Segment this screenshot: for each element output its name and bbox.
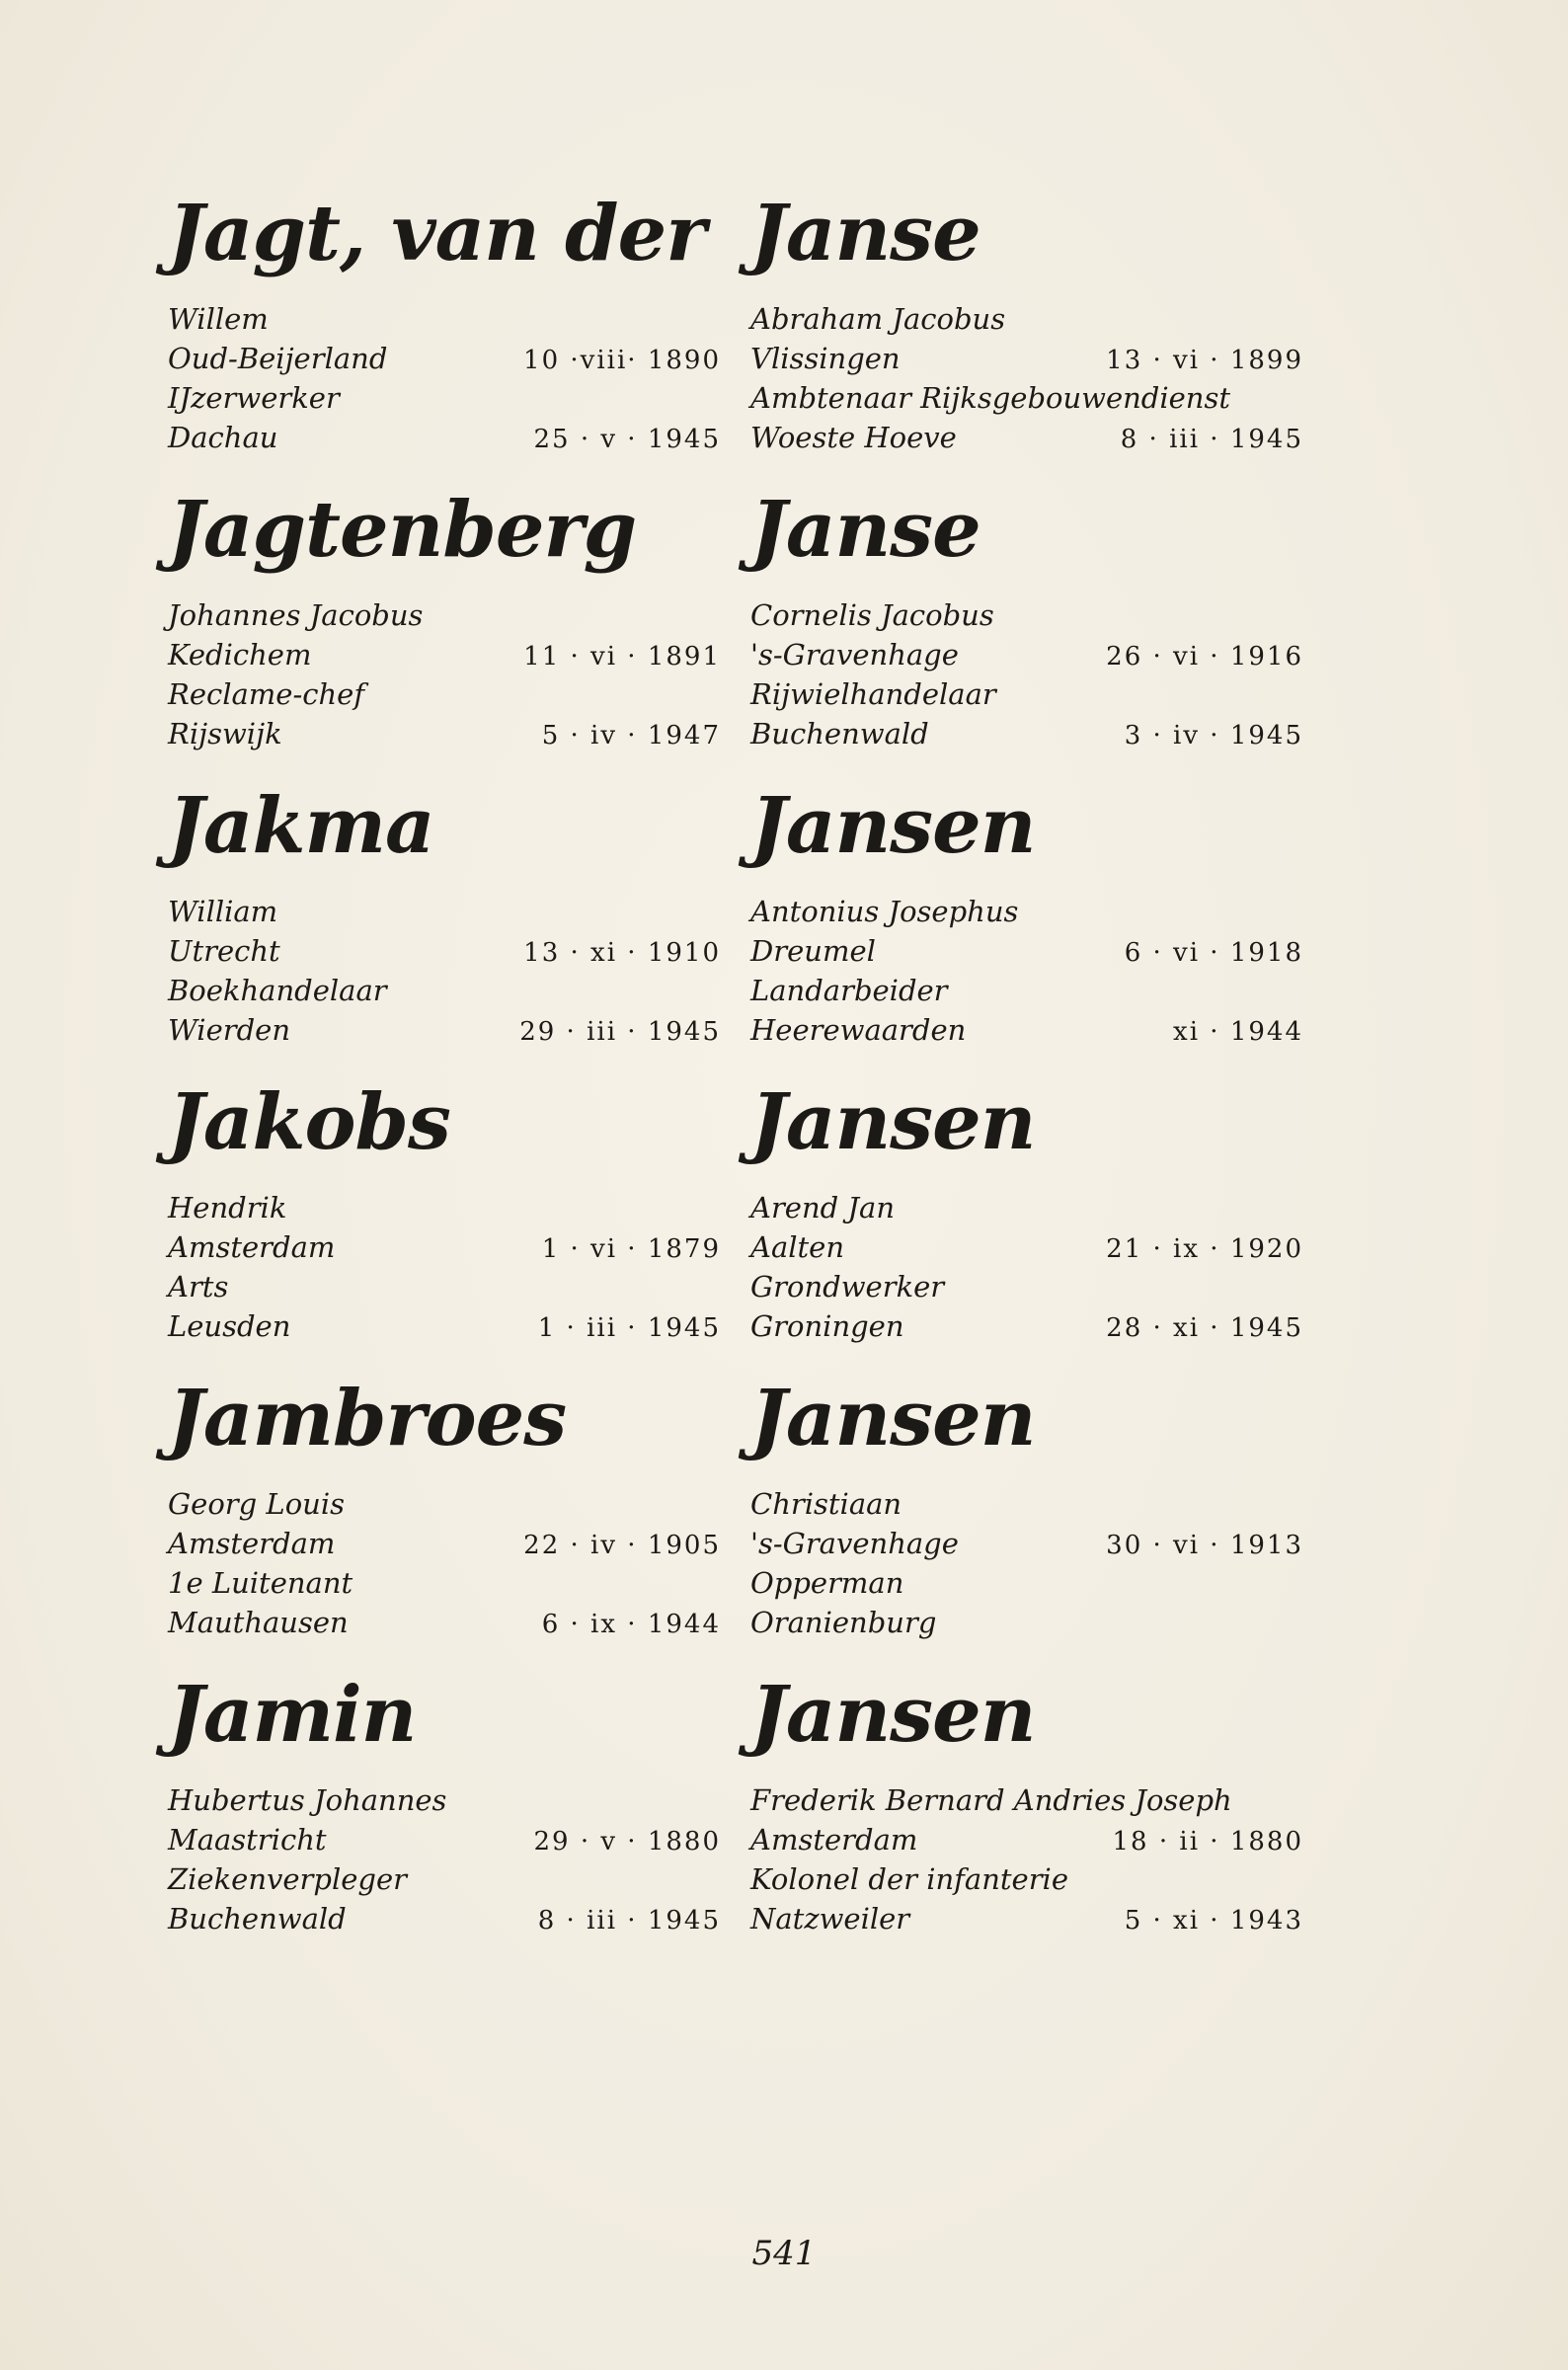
birthdate: 26 · vi · 1916 bbox=[1106, 642, 1303, 672]
birthdate: 10 ·viii· 1890 bbox=[523, 346, 721, 375]
occupation: 1e Luitenant bbox=[168, 1566, 353, 1600]
entry bbox=[750, 189, 1303, 492]
surname: Janse bbox=[750, 189, 980, 278]
entry bbox=[750, 1670, 1303, 1973]
occupation: IJzerwerker bbox=[168, 381, 340, 415]
given-names: Willem bbox=[168, 302, 269, 336]
deathdate: 25 · v · 1945 bbox=[533, 425, 721, 454]
occupation: Ambtenaar Rijksgebouwendienst bbox=[750, 381, 1231, 415]
occupation: Boekhandelaar bbox=[168, 974, 387, 1007]
entry bbox=[750, 1374, 1303, 1677]
given-names: Hendrik bbox=[168, 1191, 287, 1224]
right-column bbox=[750, 189, 1303, 1973]
deathdate: 29 · iii · 1945 bbox=[519, 1017, 721, 1047]
occupation: Reclame-chef bbox=[168, 677, 365, 711]
deathplace: Heerewaarden bbox=[750, 1013, 967, 1047]
surname: Jakma bbox=[168, 781, 434, 871]
birthplace: Kedichem bbox=[168, 638, 312, 672]
birthdate: 13 · xi · 1910 bbox=[523, 938, 721, 968]
given-names: William bbox=[168, 895, 278, 928]
deathplace: Woeste Hoeve bbox=[750, 421, 957, 454]
surname: Jagt, van der bbox=[168, 189, 706, 278]
birthdate: 18 · ii · 1880 bbox=[1112, 1827, 1303, 1856]
entry bbox=[168, 189, 721, 492]
birthplace: Oud-Beijerland bbox=[168, 342, 388, 375]
surname: Jansen bbox=[750, 781, 1036, 871]
surname: Jambroes bbox=[168, 1374, 567, 1463]
deathplace: Groningen bbox=[750, 1309, 904, 1343]
occupation: Kolonel der infanterie bbox=[750, 1862, 1068, 1896]
birthdate: 11 · vi · 1891 bbox=[523, 642, 721, 672]
deathplace: Wierden bbox=[168, 1013, 291, 1047]
occupation: Landarbeider bbox=[750, 974, 948, 1007]
given-names: Antonius Josephus bbox=[750, 895, 1019, 928]
birthdate: 29 · v · 1880 bbox=[533, 1827, 721, 1856]
birthplace: 's-Gravenhage bbox=[750, 1527, 959, 1560]
surname: Jansen bbox=[750, 1374, 1036, 1463]
surname: Jakobs bbox=[168, 1077, 450, 1167]
deathplace: Rijswijk bbox=[168, 717, 282, 750]
surname: Jansen bbox=[750, 1670, 1036, 1760]
given-names: Cornelis Jacobus bbox=[750, 598, 994, 632]
given-names: Abraham Jacobus bbox=[750, 302, 1006, 336]
surname: Janse bbox=[750, 485, 980, 575]
entry bbox=[168, 485, 721, 788]
deathplace: Mauthausen bbox=[168, 1606, 349, 1639]
surname: Jamin bbox=[168, 1670, 417, 1760]
birthplace: Amsterdam bbox=[750, 1823, 918, 1856]
entry bbox=[168, 781, 721, 1084]
occupation: Opperman bbox=[750, 1566, 904, 1600]
entry bbox=[750, 485, 1303, 788]
birthplace: Utrecht bbox=[168, 934, 280, 968]
entry bbox=[750, 1077, 1303, 1381]
occupation: Rijwielhandelaar bbox=[750, 677, 996, 711]
deathdate: xi · 1944 bbox=[1173, 1017, 1303, 1047]
page-number: 541 bbox=[751, 2234, 817, 2273]
birthplace: 's-Gravenhage bbox=[750, 638, 959, 672]
birthdate: 21 · ix · 1920 bbox=[1106, 1234, 1303, 1264]
birthplace: Maastricht bbox=[168, 1823, 327, 1856]
left-column bbox=[168, 189, 721, 1973]
birthdate: 13 · vi · 1899 bbox=[1106, 346, 1303, 375]
deathplace: Natzweiler bbox=[750, 1902, 910, 1936]
birthplace: Dreumel bbox=[750, 934, 876, 968]
birthplace: Aalten bbox=[750, 1230, 845, 1264]
birthplace: Vlissingen bbox=[750, 342, 901, 375]
given-names: Frederik Bernard Andries Joseph bbox=[750, 1783, 1232, 1817]
birthdate: 1 · vi · 1879 bbox=[541, 1234, 721, 1264]
given-names: Johannes Jacobus bbox=[168, 598, 424, 632]
deathplace: Buchenwald bbox=[168, 1902, 347, 1936]
entry bbox=[168, 1077, 721, 1381]
deathdate: 8 · iii · 1945 bbox=[1120, 425, 1303, 454]
deathdate: 6 · ix · 1944 bbox=[541, 1610, 721, 1639]
birthdate: 30 · vi · 1913 bbox=[1106, 1531, 1303, 1560]
entry bbox=[750, 781, 1303, 1084]
occupation: Ziekenverpleger bbox=[168, 1862, 407, 1896]
deathplace: Buchenwald bbox=[750, 717, 929, 750]
birthplace: Amsterdam bbox=[168, 1230, 336, 1264]
given-names: Arend Jan bbox=[750, 1191, 896, 1224]
deathplace: Leusden bbox=[168, 1309, 291, 1343]
surname: Jagtenberg bbox=[168, 485, 637, 575]
deathdate: 28 · xi · 1945 bbox=[1106, 1313, 1303, 1343]
surname: Jansen bbox=[750, 1077, 1036, 1167]
birthdate: 6 · vi · 1918 bbox=[1124, 938, 1303, 968]
deathplace: Dachau bbox=[168, 421, 278, 454]
deathdate: 1 · iii · 1945 bbox=[537, 1313, 721, 1343]
deathdate: 5 · xi · 1943 bbox=[1124, 1906, 1303, 1936]
deathdate: 3 · iv · 1945 bbox=[1124, 721, 1303, 750]
entry bbox=[168, 1374, 721, 1677]
deathplace: Oranienburg bbox=[750, 1606, 937, 1639]
deathdate: 5 · iv · 1947 bbox=[541, 721, 721, 750]
given-names: Hubertus Johannes bbox=[168, 1783, 447, 1817]
entry bbox=[168, 1670, 721, 1973]
given-names: Christiaan bbox=[750, 1487, 902, 1521]
given-names: Georg Louis bbox=[168, 1487, 345, 1521]
birthplace: Amsterdam bbox=[168, 1527, 336, 1560]
birthdate: 22 · iv · 1905 bbox=[523, 1531, 721, 1560]
deathdate: 8 · iii · 1945 bbox=[537, 1906, 721, 1936]
occupation: Arts bbox=[168, 1270, 229, 1304]
occupation: Grondwerker bbox=[750, 1270, 945, 1304]
